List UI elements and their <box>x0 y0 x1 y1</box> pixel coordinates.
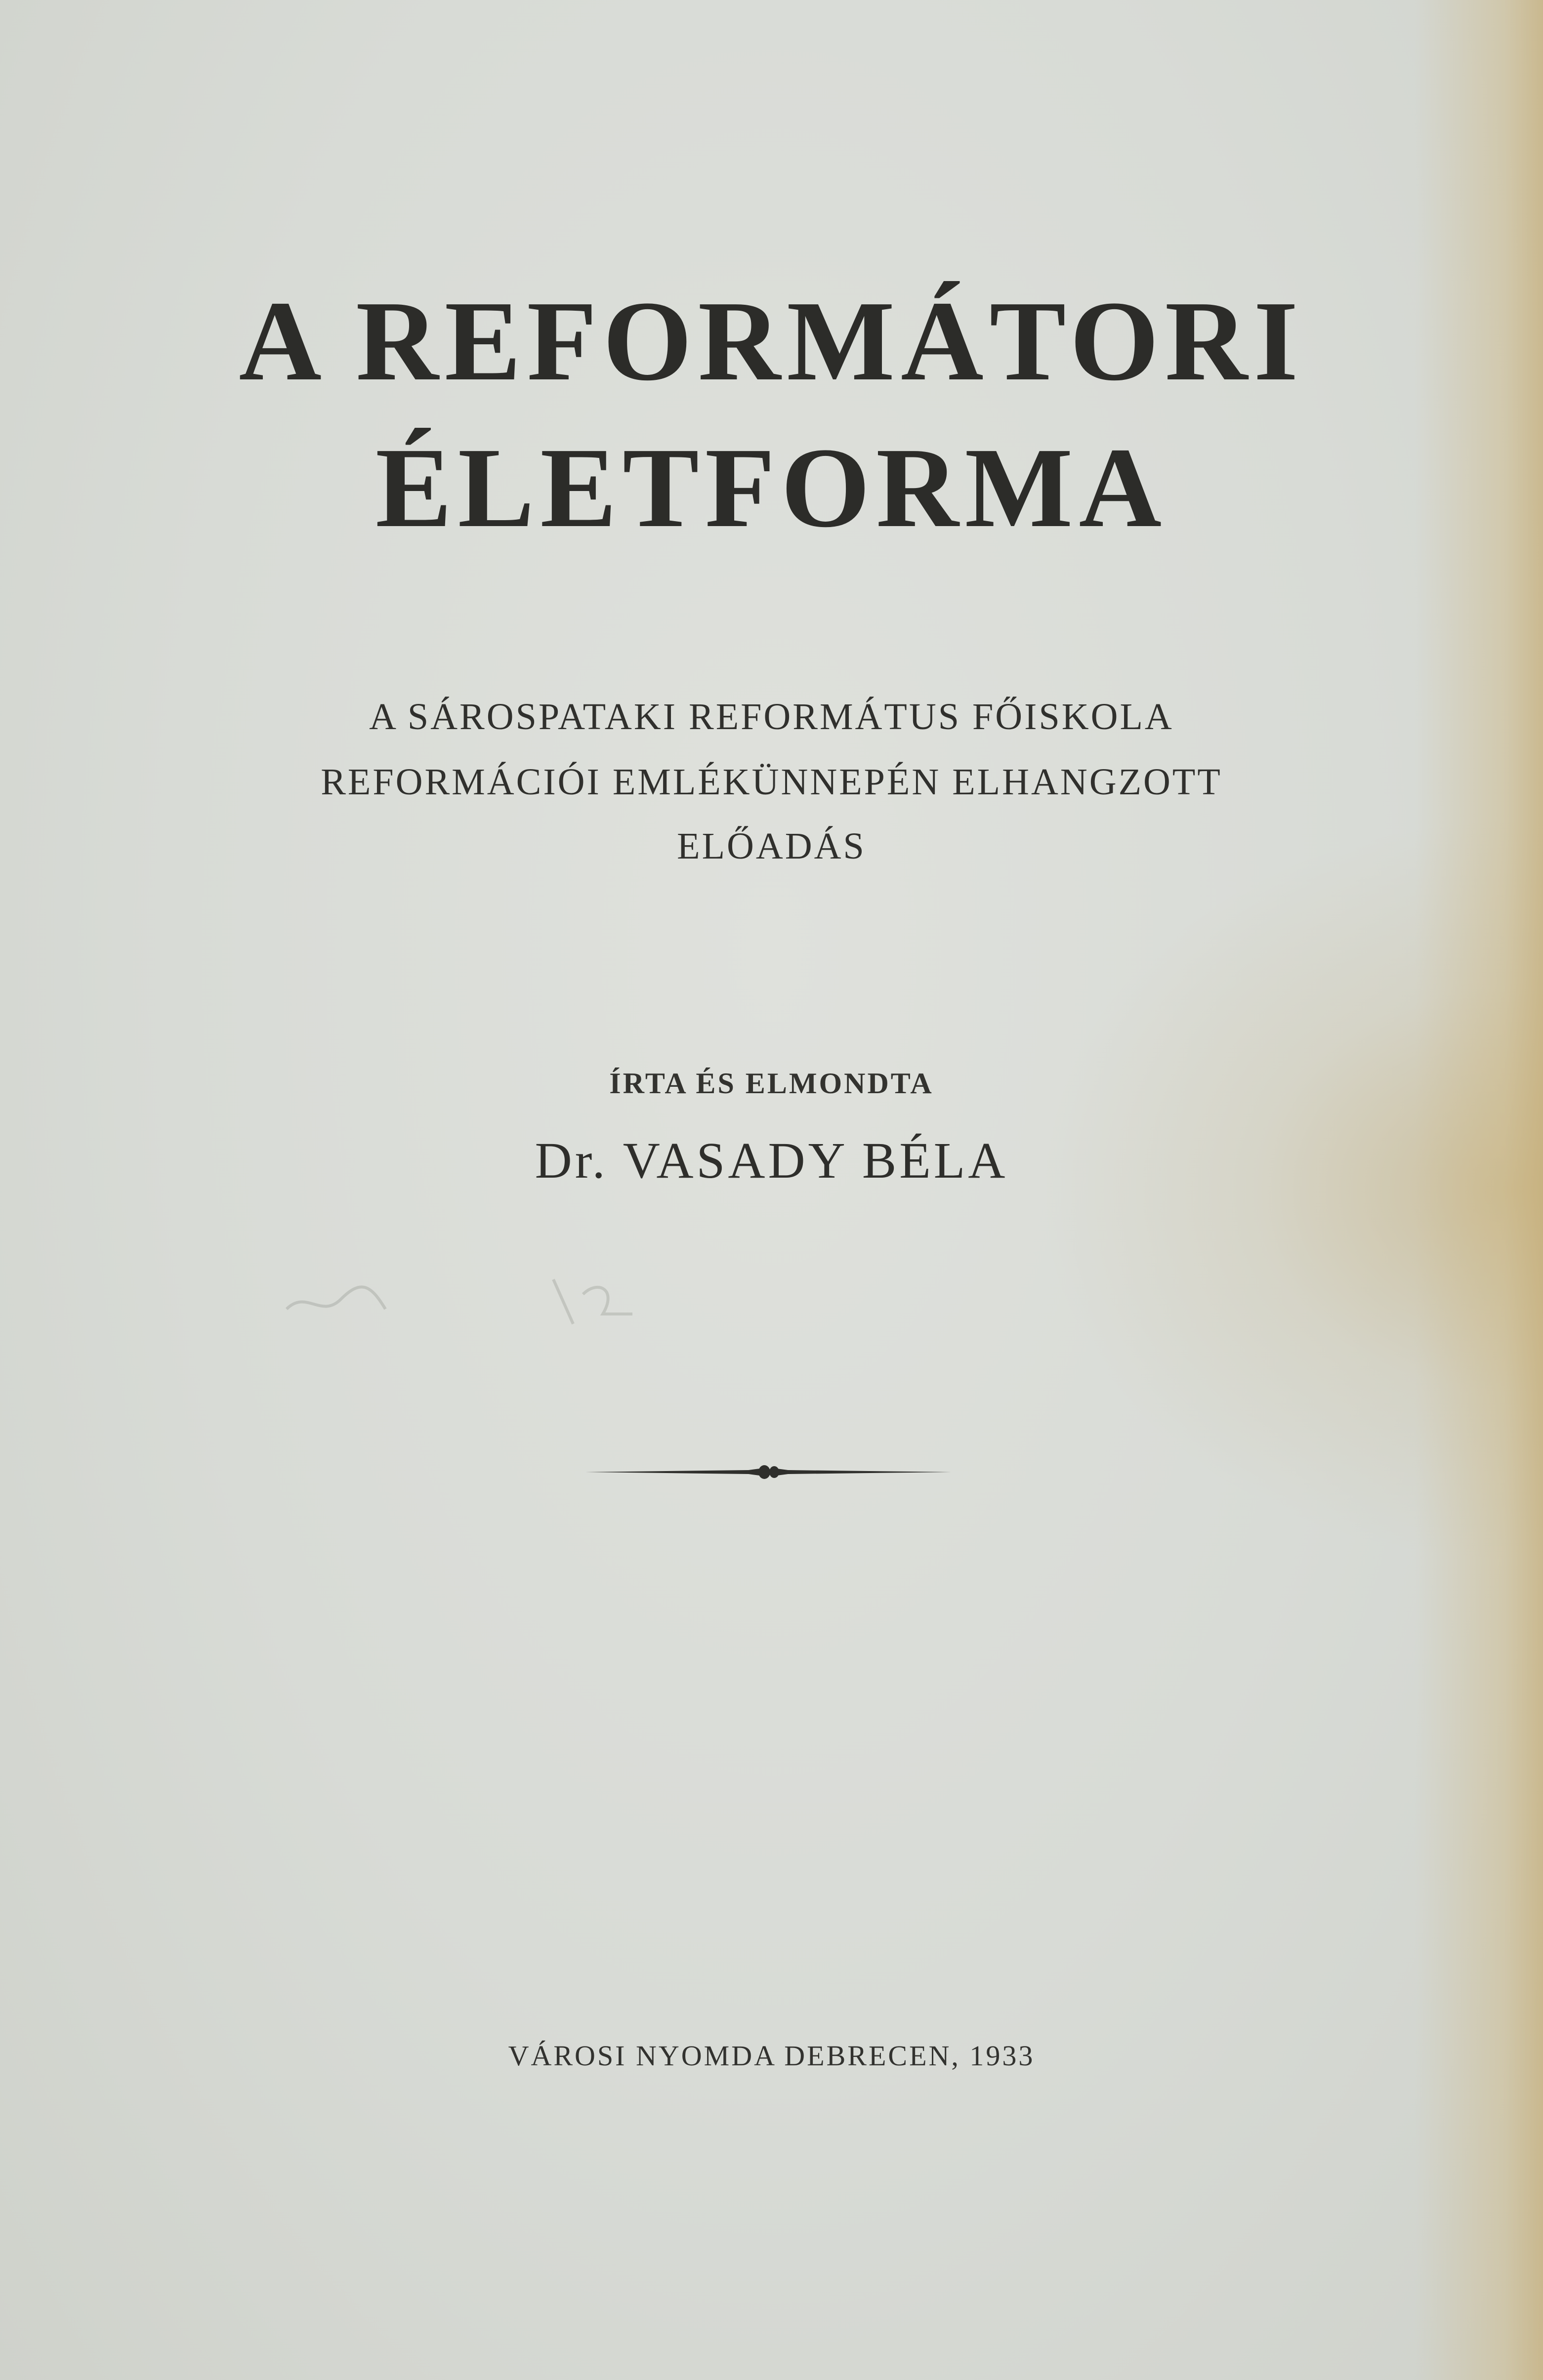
printer-imprint: VÁROSI NYOMDA DEBRECEN, 1933 <box>508 2040 1035 2072</box>
subtitle-line-2: REFORMÁCIÓI EMLÉKÜNNEPÉN ELHANGZOTT <box>321 761 1222 803</box>
ornamental-rule-icon <box>585 1457 951 1487</box>
author-name: Dr. VASADY BÉLA <box>535 1132 1008 1189</box>
book-title-line-1: A REFORMÁTORI <box>239 278 1304 405</box>
subtitle-line-1: A SÁROSPATAKI REFORMÁTUS FŐISKOLA <box>369 696 1174 738</box>
credit-label: ÍRTA ÉS ELMONDTA <box>609 1067 934 1100</box>
faint-pencil-marks <box>277 1250 721 1339</box>
subtitle-line-3: ELŐADÁS <box>677 825 866 867</box>
book-title-line-2: ÉLETFORMA <box>375 424 1168 551</box>
